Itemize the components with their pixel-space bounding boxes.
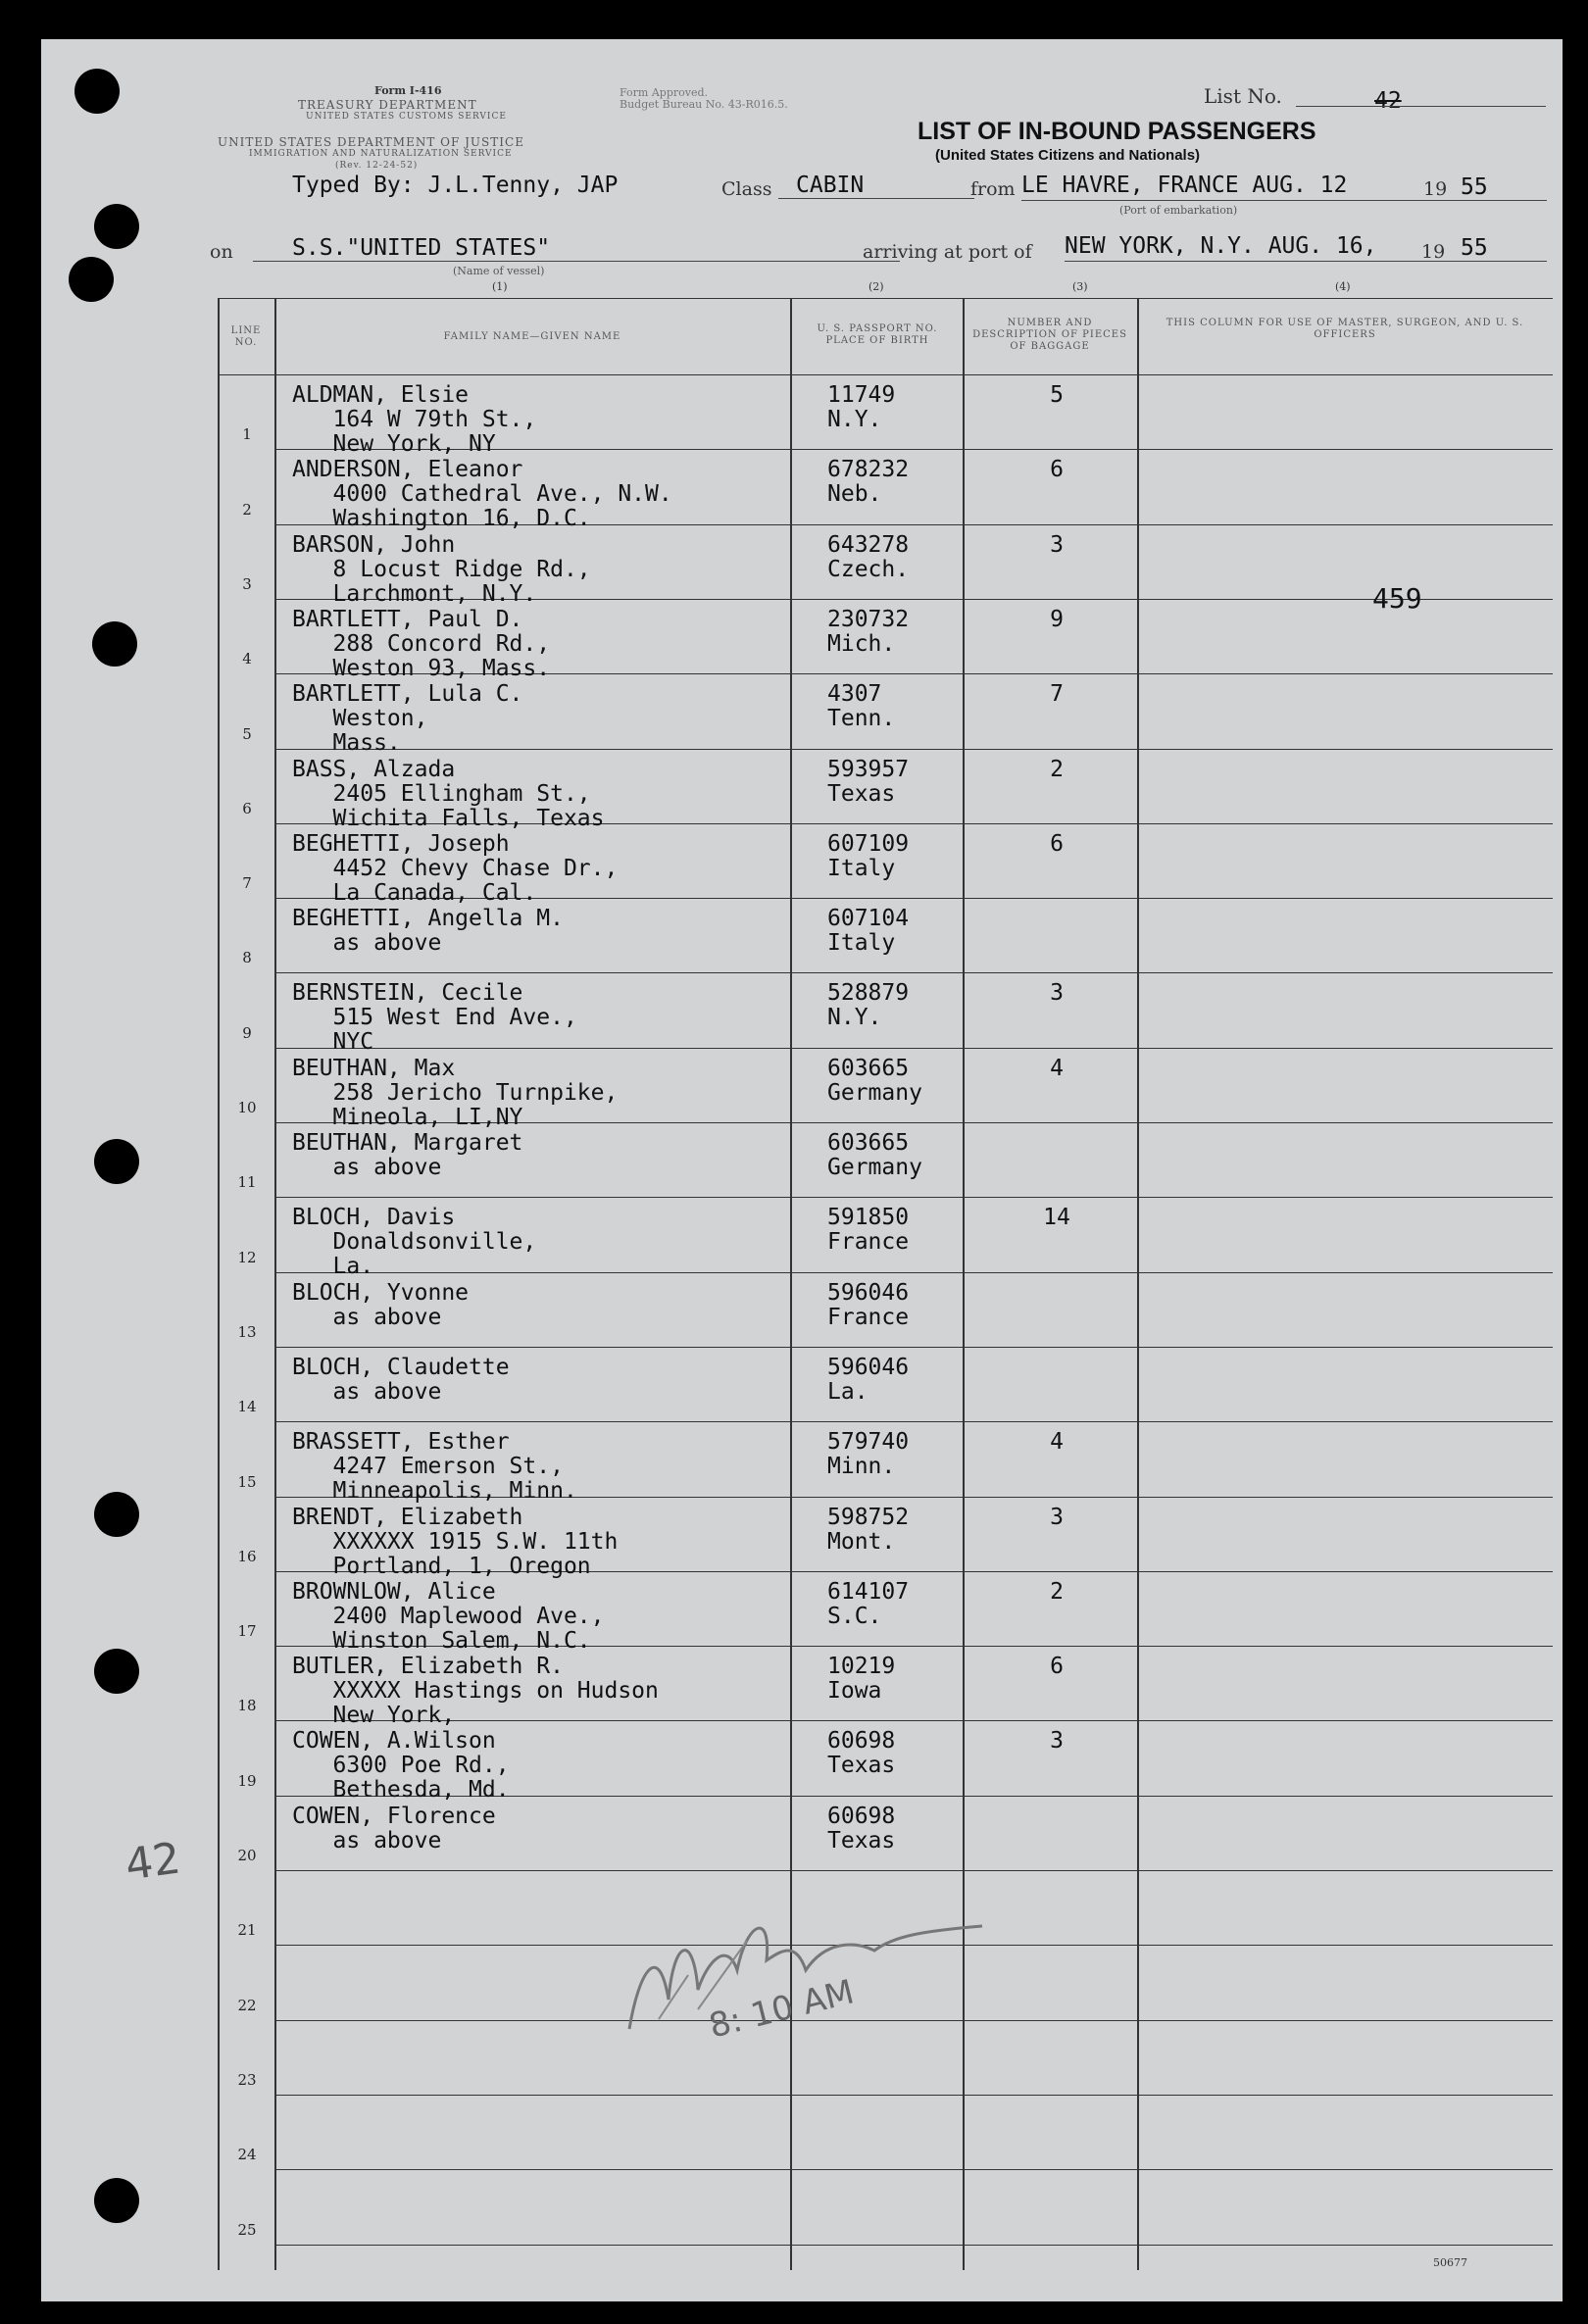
table-row bbox=[41, 1654, 1563, 1728]
class-value: CABIN bbox=[796, 173, 865, 198]
passenger-name: ALDMAN, Elsie bbox=[292, 382, 470, 408]
from-year: 55 bbox=[1461, 174, 1488, 200]
passenger-address: Weston, bbox=[292, 706, 428, 731]
from-year-prefix: 19 bbox=[1423, 178, 1448, 200]
place-of-birth: Italy bbox=[827, 930, 896, 956]
passenger-address: New York, NY bbox=[292, 431, 496, 457]
baggage-count: 6 bbox=[1050, 831, 1064, 857]
line-number: 9 bbox=[242, 1024, 252, 1042]
passenger-address: 4000 Cathedral Ave., N.W. bbox=[292, 481, 672, 507]
passport-number: 579740 bbox=[827, 1429, 910, 1455]
baggage-count: 3 bbox=[1050, 1505, 1064, 1530]
passenger-name: BERNSTEIN, Cecile bbox=[292, 980, 523, 1006]
approval-line-2: Budget Bureau No. 43-R016.5. bbox=[620, 98, 788, 111]
passenger-name: ANDERSON, Eleanor bbox=[292, 457, 523, 482]
passport-number: 591850 bbox=[827, 1205, 910, 1230]
arriving-year: 55 bbox=[1461, 235, 1488, 261]
passenger-address: XXXXXX 1915 S.W. 11th bbox=[292, 1529, 619, 1555]
punch-hole bbox=[94, 2178, 139, 2223]
passenger-address: 515 West End Ave., bbox=[292, 1005, 577, 1030]
place-of-birth: Germany bbox=[827, 1080, 922, 1106]
table-row bbox=[41, 1505, 1563, 1579]
revision-date: (Rev. 12-24-52) bbox=[335, 161, 419, 171]
passenger-address: La Canada, Cal. bbox=[292, 880, 537, 906]
line-number: 13 bbox=[237, 1323, 257, 1341]
arriving-value: NEW YORK, N.Y. AUG. 16, bbox=[1065, 233, 1377, 259]
line-number: 14 bbox=[237, 1398, 257, 1415]
table-row bbox=[41, 1205, 1563, 1279]
passport-number: 678232 bbox=[827, 457, 910, 482]
arriving-label: arriving at port of bbox=[863, 241, 1032, 263]
passport-number: 230732 bbox=[827, 607, 910, 632]
baggage-count: 4 bbox=[1050, 1429, 1064, 1455]
table-row bbox=[41, 382, 1563, 457]
form-number: Form I-416 bbox=[374, 84, 442, 97]
col-num-2: (2) bbox=[868, 280, 884, 293]
line-number: 5 bbox=[242, 725, 252, 743]
passenger-address: Larchmont, N.Y. bbox=[292, 581, 537, 607]
line-number: 24 bbox=[237, 2146, 257, 2163]
baggage-count: 5 bbox=[1050, 382, 1064, 408]
passenger-name: BEGHETTI, Angella M. bbox=[292, 906, 564, 931]
page-title: LIST OF IN-BOUND PASSENGERS bbox=[918, 118, 1316, 145]
passenger-address: La. bbox=[292, 1254, 374, 1279]
passenger-name: BARSON, John bbox=[292, 532, 456, 558]
line-number: 12 bbox=[237, 1249, 257, 1266]
passenger-address: 164 W 79th St., bbox=[292, 407, 537, 432]
place-of-birth: Minn. bbox=[827, 1454, 896, 1479]
passenger-name: COWEN, Florence bbox=[292, 1804, 496, 1829]
header-line-no: LINE NO. bbox=[230, 325, 262, 348]
passenger-name: BARTLETT, Lula C. bbox=[292, 681, 523, 707]
punch-hole bbox=[94, 204, 139, 249]
passenger-name: BLOCH, Yvonne bbox=[292, 1280, 470, 1306]
passport-number: 598752 bbox=[827, 1505, 910, 1530]
col-num-4: (4) bbox=[1335, 280, 1351, 293]
line-number: 16 bbox=[237, 1548, 257, 1565]
passenger-address: as above bbox=[292, 930, 442, 956]
line-number: 15 bbox=[237, 1473, 257, 1491]
line-number: 25 bbox=[237, 2221, 257, 2239]
list-no-label: List No. bbox=[1204, 84, 1282, 108]
punch-hole bbox=[94, 1492, 139, 1537]
passport-number: 603665 bbox=[827, 1130, 910, 1156]
punch-hole bbox=[69, 257, 114, 302]
passport-number: 603665 bbox=[827, 1056, 910, 1081]
place-of-birth: Tenn. bbox=[827, 706, 896, 731]
baggage-count: 3 bbox=[1050, 532, 1064, 558]
table-row bbox=[41, 681, 1563, 756]
passport-number: 60698 bbox=[827, 1728, 896, 1754]
passenger-address: as above bbox=[292, 1379, 442, 1405]
passenger-name: BASS, Alzada bbox=[292, 757, 456, 782]
port-of-embarkation-caption: (Port of embarkation) bbox=[1119, 204, 1238, 217]
baggage-count: 6 bbox=[1050, 1654, 1064, 1679]
passenger-name: BEUTHAN, Margaret bbox=[292, 1130, 523, 1156]
row-divider bbox=[274, 2245, 1553, 2246]
document-page bbox=[41, 39, 1563, 2301]
passenger-address: Winston Salem, N.C. bbox=[292, 1628, 591, 1654]
place-of-birth: Mich. bbox=[827, 631, 896, 657]
passport-number: 643278 bbox=[827, 532, 910, 558]
passenger-name: BEUTHAN, Max bbox=[292, 1056, 456, 1081]
passenger-address: XXXXX Hastings on Hudson bbox=[292, 1678, 659, 1704]
line-number: 4 bbox=[242, 650, 252, 668]
typed-by: Typed By: J.L.Tenny, JAP bbox=[292, 173, 619, 198]
line-number: 17 bbox=[237, 1622, 257, 1640]
passport-number: 4307 bbox=[827, 681, 882, 707]
officer-note: 459 bbox=[1372, 582, 1422, 615]
passenger-address: 4452 Chevy Chase Dr., bbox=[292, 856, 619, 881]
table-row bbox=[41, 1429, 1563, 1504]
line-number: 2 bbox=[242, 501, 252, 519]
place-of-birth: Mont. bbox=[827, 1529, 896, 1555]
approval-line-1: Form Approved. bbox=[620, 86, 709, 99]
table-row bbox=[41, 1355, 1563, 1429]
line-number: 8 bbox=[242, 949, 252, 966]
baggage-count: 3 bbox=[1050, 980, 1064, 1006]
row-divider bbox=[274, 2169, 1553, 2170]
passenger-address: Washington 16, D.C. bbox=[292, 506, 591, 531]
passport-number: 10219 bbox=[827, 1654, 896, 1679]
place-of-birth: N.Y. bbox=[827, 1005, 882, 1030]
passenger-address: 8 Locust Ridge Rd., bbox=[292, 557, 591, 582]
passenger-name: BRASSETT, Esther bbox=[292, 1429, 510, 1455]
passenger-name: BROWNLOW, Alice bbox=[292, 1579, 496, 1605]
passenger-address: as above bbox=[292, 1155, 442, 1180]
passport-number: 596046 bbox=[827, 1355, 910, 1380]
passenger-name: BLOCH, Claudette bbox=[292, 1355, 510, 1380]
place-of-birth: Italy bbox=[827, 856, 896, 881]
line-number: 19 bbox=[237, 1772, 257, 1790]
passport-number: 593957 bbox=[827, 757, 910, 782]
passenger-name: COWEN, A.Wilson bbox=[292, 1728, 496, 1754]
passenger-address: Wichita Falls, Texas bbox=[292, 806, 605, 831]
passport-number: 607109 bbox=[827, 831, 910, 857]
customs-service: UNITED STATES CUSTOMS SERVICE bbox=[306, 112, 507, 122]
passenger-name: BRENDT, Elizabeth bbox=[292, 1505, 523, 1530]
baggage-count: 2 bbox=[1050, 757, 1064, 782]
passenger-name: BEGHETTI, Joseph bbox=[292, 831, 510, 857]
row-divider bbox=[274, 2095, 1553, 2096]
line-number: 10 bbox=[237, 1099, 257, 1116]
passenger-name: BUTLER, Elizabeth R. bbox=[292, 1654, 564, 1679]
table-row bbox=[41, 1056, 1563, 1130]
table-row bbox=[41, 1804, 1563, 1878]
place-of-birth: Czech. bbox=[827, 557, 910, 582]
passenger-address: Weston 93, Mass. bbox=[292, 656, 551, 681]
passport-number: 528879 bbox=[827, 980, 910, 1006]
header-passport: U. S. PASSPORT NO. PLACE OF BIRTH bbox=[817, 323, 938, 346]
passport-number: 596046 bbox=[827, 1280, 910, 1306]
punch-hole bbox=[92, 621, 137, 667]
place-of-birth: Germany bbox=[827, 1155, 922, 1180]
passenger-address: 288 Concord Rd., bbox=[292, 631, 551, 657]
table-header-border bbox=[218, 374, 1553, 375]
table-row bbox=[41, 607, 1563, 681]
table-row bbox=[41, 1130, 1563, 1205]
passenger-address: 6300 Poe Rd., bbox=[292, 1753, 510, 1778]
baggage-count: 6 bbox=[1050, 457, 1064, 482]
passenger-address: as above bbox=[292, 1828, 442, 1854]
passenger-address: as above bbox=[292, 1305, 442, 1330]
passenger-address: 4247 Emerson St., bbox=[292, 1454, 564, 1479]
punch-hole bbox=[94, 1139, 139, 1184]
immigration-service: IMMIGRATION AND NATURALIZATION SERVICE bbox=[249, 149, 513, 159]
place-of-birth: France bbox=[827, 1305, 910, 1330]
table-row bbox=[41, 457, 1563, 531]
table-row bbox=[41, 757, 1563, 831]
table-row bbox=[41, 532, 1563, 607]
passenger-name: BARTLETT, Paul D. bbox=[292, 607, 523, 632]
page-subtitle: (United States Citizens and Nationals) bbox=[935, 147, 1201, 164]
punch-hole bbox=[74, 69, 120, 114]
table-row bbox=[41, 1579, 1563, 1654]
from-label: from bbox=[970, 178, 1016, 200]
line-number: 7 bbox=[242, 874, 252, 892]
punch-hole bbox=[94, 1649, 139, 1694]
place-of-birth: Texas bbox=[827, 781, 896, 807]
place-of-birth: Neb. bbox=[827, 481, 882, 507]
place-of-birth: Iowa bbox=[827, 1678, 882, 1704]
passenger-address: 2405 Ellingham St., bbox=[292, 781, 591, 807]
passport-number: 11749 bbox=[827, 382, 896, 408]
table-row bbox=[41, 1728, 1563, 1803]
passenger-address: Donaldsonville, bbox=[292, 1229, 537, 1255]
table-top-border bbox=[218, 298, 1553, 299]
table-row bbox=[41, 906, 1563, 980]
passenger-address: 258 Jericho Turnpike, bbox=[292, 1080, 619, 1106]
passenger-address: Portland, 1, Oregon bbox=[292, 1554, 591, 1579]
signature-time: 8: 10 AM bbox=[705, 1972, 859, 2047]
arriving-year-prefix: 19 bbox=[1421, 241, 1446, 263]
line-number: 23 bbox=[237, 2071, 257, 2089]
header-officers: THIS COLUMN FOR USE OF MASTER, SURGEON, AND U. S. OFFICERS bbox=[1166, 318, 1524, 340]
baggage-count: 14 bbox=[1043, 1205, 1070, 1230]
baggage-count: 2 bbox=[1050, 1579, 1064, 1605]
header-name: FAMILY NAME—GIVEN NAME bbox=[443, 331, 621, 342]
line-number: 1 bbox=[242, 425, 252, 443]
treasury-dept: TREASURY DEPARTMENT bbox=[298, 98, 477, 112]
table-row bbox=[41, 1280, 1563, 1355]
footer-code: 50677 bbox=[1433, 2256, 1467, 2269]
on-label: on bbox=[210, 241, 233, 263]
passenger-address: Minneapolis, Minn. bbox=[292, 1478, 577, 1504]
line-number: 6 bbox=[242, 800, 252, 817]
passenger-address: Mineola, LI,NY bbox=[292, 1105, 523, 1130]
table-row bbox=[41, 980, 1563, 1055]
passenger-address: Bethesda, Md. bbox=[292, 1777, 510, 1803]
place-of-birth: Texas bbox=[827, 1828, 896, 1854]
list-no-value: 42 bbox=[1374, 88, 1402, 114]
baggage-count: 3 bbox=[1050, 1728, 1064, 1754]
baggage-count: 7 bbox=[1050, 681, 1064, 707]
line-number: 20 bbox=[237, 1847, 257, 1864]
justice-dept: UNITED STATES DEPARTMENT OF JUSTICE bbox=[218, 135, 524, 149]
passport-number: 607104 bbox=[827, 906, 910, 931]
line-number: 11 bbox=[237, 1173, 257, 1191]
place-of-birth: France bbox=[827, 1229, 910, 1255]
place-of-birth: N.Y. bbox=[827, 407, 882, 432]
col-num-3: (3) bbox=[1072, 280, 1088, 293]
margin-note: 42 bbox=[122, 1833, 184, 1891]
place-of-birth: Texas bbox=[827, 1753, 896, 1778]
header-baggage: NUMBER AND DESCRIPTION OF PIECES OF BAGGAGE bbox=[972, 318, 1127, 352]
line-number: 21 bbox=[237, 1921, 257, 1939]
passenger-address: 2400 Maplewood Ave., bbox=[292, 1604, 605, 1629]
class-label: Class bbox=[721, 178, 772, 200]
line-number: 18 bbox=[237, 1697, 257, 1714]
passenger-address: NYC bbox=[292, 1029, 374, 1055]
baggage-count: 9 bbox=[1050, 607, 1064, 632]
baggage-count: 4 bbox=[1050, 1056, 1064, 1081]
passenger-address: Mass. bbox=[292, 730, 401, 756]
from-value: LE HAVRE, FRANCE AUG. 12 bbox=[1021, 173, 1348, 198]
vessel-caption: (Name of vessel) bbox=[453, 265, 545, 277]
col-num-1: (1) bbox=[492, 280, 508, 293]
line-number: 3 bbox=[242, 575, 252, 593]
passenger-address: New York, bbox=[292, 1703, 456, 1728]
place-of-birth: La. bbox=[827, 1379, 868, 1405]
line-number: 22 bbox=[237, 1997, 257, 2014]
vessel-name: S.S."UNITED STATES" bbox=[292, 235, 551, 261]
passport-number: 60698 bbox=[827, 1804, 896, 1829]
table-row bbox=[41, 831, 1563, 906]
place-of-birth: S.C. bbox=[827, 1604, 882, 1629]
passport-number: 614107 bbox=[827, 1579, 910, 1605]
passenger-name: BLOCH, Davis bbox=[292, 1205, 456, 1230]
